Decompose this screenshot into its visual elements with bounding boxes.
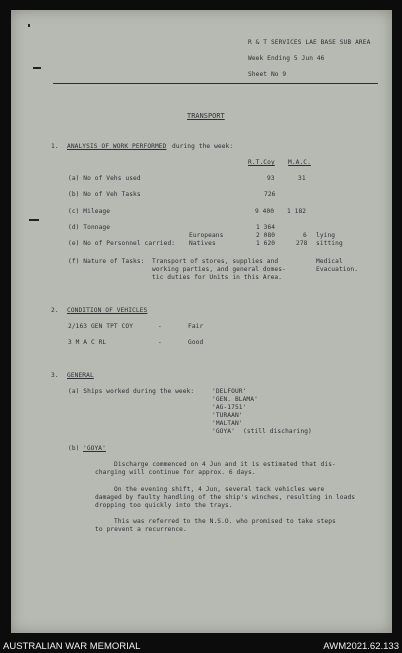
row-b-rt: 726 [264, 191, 276, 198]
paragraph-line: Discharge commenced on 4 Jun and it is estimated that dis- [114, 461, 336, 468]
row-f-line2: working parties, and general domes- [152, 266, 286, 273]
row-f-line3: tic duties for Units in this Area. [152, 274, 283, 281]
paragraph-line: This was referred to the N.S.O. who promised to take steps [114, 518, 336, 525]
row-a-rt: 93 [267, 175, 275, 182]
row-c-mac: 1 182 [287, 208, 307, 215]
header-rule [53, 83, 378, 84]
vehicle-unit-state: Fair [188, 323, 204, 330]
row-e-rt2: 1 620 [256, 240, 276, 247]
ship-name: 'MALTAN' [212, 420, 243, 427]
row-e-mac2-note: sitting [316, 240, 343, 247]
header-week: Week Ending 5 Jun 46 [248, 55, 325, 62]
column-header-rt: R.T.Coy [248, 159, 275, 166]
row-e-natives: Natives [189, 240, 216, 247]
section2-number: 2. [51, 307, 59, 314]
page-title: TRANSPORT [187, 112, 225, 120]
subsection-b-label: (b) [68, 445, 80, 452]
section2-heading: CONDITION OF VEHICLES [67, 307, 148, 314]
section1-heading: ANALYSIS OF WORK PERFORMED [67, 143, 167, 150]
ship-name: 'TURAAN' [212, 412, 243, 419]
row-a-label: (a) No of Vehs used [68, 175, 141, 182]
row-d-rt: 1 364 [256, 224, 276, 231]
ships-label: (a) Ships worked during the week: [68, 388, 195, 395]
archive-footer [0, 636, 402, 653]
paragraph-line: On the evening shift, 4 Jun, several tack vehicles were [114, 486, 325, 493]
section3-number: 3. [51, 372, 59, 379]
header-sheet: Sheet No 9 [248, 71, 287, 78]
row-e-rt1: 2 080 [256, 232, 276, 239]
document-sheet [11, 10, 392, 633]
column-header-mac: M.A.C. [288, 159, 311, 166]
paragraph-line: damaged by faulty handling of the ship's winches, resulting in loads [95, 494, 356, 501]
footer-source: AUSTRALIAN WAR MEMORIAL [3, 641, 141, 652]
margin-mark [29, 219, 39, 221]
row-c-rt: 9 400 [255, 208, 275, 215]
vehicle-unit-dash: - [158, 323, 162, 330]
row-e-mac1-note: lying [316, 232, 336, 239]
vehicle-unit-state: Good [188, 339, 204, 346]
row-e-europeans: Europeans [189, 232, 224, 239]
paragraph-line: charging will continue for approx. 6 days. [95, 469, 256, 476]
row-f-medical: Medical [316, 258, 343, 265]
margin-mark [28, 24, 30, 27]
row-c-label: (c) Mileage [68, 208, 111, 215]
row-f-line1: Transport of stores, supplies and [152, 258, 279, 265]
margin-mark [33, 67, 41, 69]
ship-name: 'AG-1751' [212, 404, 247, 411]
section1-heading-suffix: during the week: [172, 143, 234, 150]
footer-accession: AWM2021.62.133 [323, 641, 399, 652]
row-e-mac2: 278 [296, 240, 308, 247]
vehicle-unit-name: 2/163 GEN TPT COY [68, 323, 134, 330]
subsection-b-name: 'GOYA' [83, 445, 106, 452]
ship-note: (still discharing) [243, 428, 312, 435]
ship-name: 'DELFOUR' [212, 388, 247, 395]
row-e-label: (e) No of Personnel carried: [68, 240, 176, 247]
vehicle-unit-dash: - [158, 339, 162, 346]
section3-heading: GENERAL [67, 372, 94, 379]
row-b-label: (b) No of Veh Tasks [68, 191, 141, 198]
header-unit: R & T SERVICES LAE BASE SUB AREA [248, 39, 371, 46]
vehicle-unit-name: 3 M A C RL [68, 339, 107, 346]
paragraph-line: to prevent a recurrence. [95, 526, 187, 533]
row-e-mac1: 6 [303, 232, 307, 239]
row-d-label: (d) Tonnage [68, 224, 111, 231]
row-f-label: (f) Nature of Tasks: [68, 258, 145, 265]
ship-name: 'GOYA' [212, 428, 235, 435]
row-a-mac: 31 [298, 175, 306, 182]
ship-name: 'GEN. BLAMA' [212, 396, 258, 403]
paragraph-line: dropping too quickly into the trays. [95, 502, 233, 509]
row-f-evacuation: Evacuation. [316, 266, 359, 273]
section1-number: 1. [51, 143, 59, 150]
